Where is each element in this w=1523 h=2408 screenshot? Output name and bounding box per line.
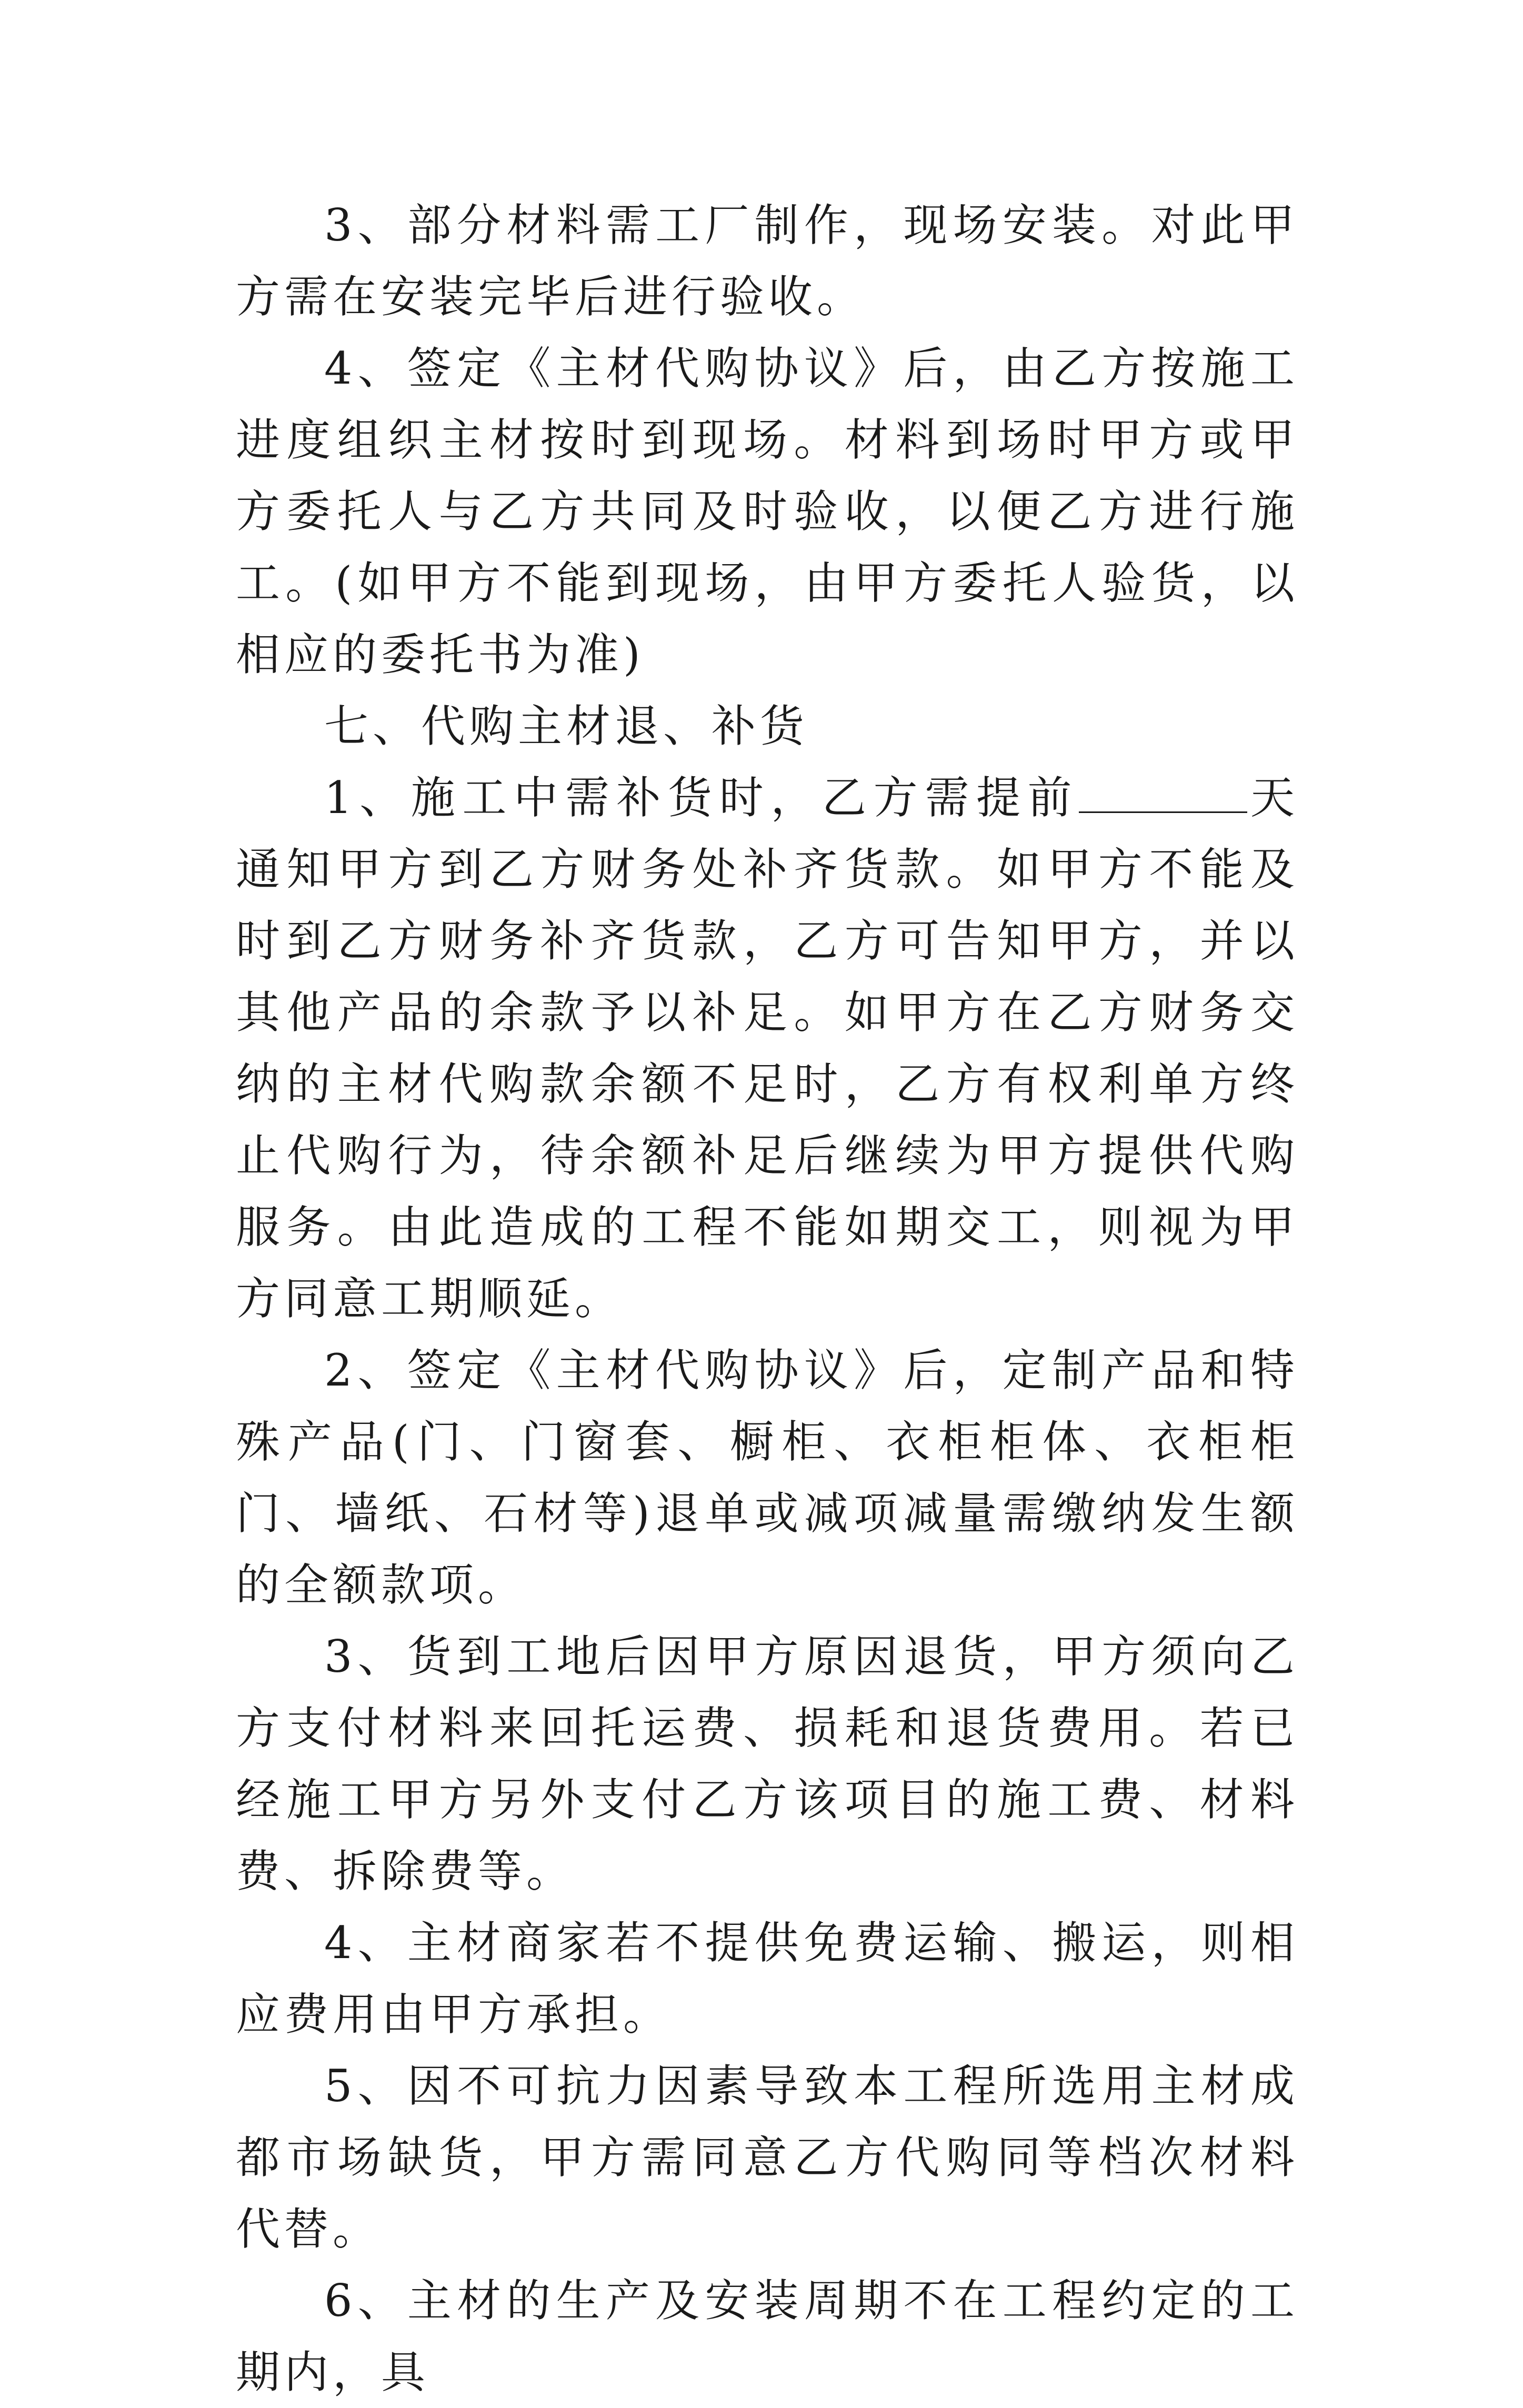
paragraph-return-custom: 2、签定《主材代购协议》后，定制产品和特殊产品(门、门窗套、橱柜、衣柜柜体、衣柜柜门、墙纸、石材等)退单或减项减量需缴纳发生额的全额款项。 bbox=[236, 1345, 1299, 1611]
paragraph-item-4: 4、签定《主材代购协议》后，由乙方按施工进度组织主材按时到现场。材料到场时甲方或甲方委托人与乙方共同及时验收，以便乙方进行施工。(如甲方不能到现场，由甲方委托人验货，以相应的委托书为准) bbox=[236, 343, 1299, 680]
paragraph-restock-end: 天通知甲方到乙方财务处补齐货款。如甲方不能及时到乙方财务补齐货款，乙方可告知甲方，并以其他产品的余款予以补足。如甲方在乙方财务交纳的主材代购款余额不足时，乙方有权利单方终止代购行为，待余额补足后继续为甲方提供代购服务。由此造成的工程不能如期交工，则视为甲方同意工期顺延。 bbox=[236, 772, 1299, 1325]
paragraph-production-cycle: 6、主材的生产及安装周期不在工程约定的工期内，具 bbox=[236, 2275, 1299, 2398]
paragraph-item-3: 3、部分材料需工厂制作，现场安装。对此甲方需在安装完毕后进行验收。 bbox=[236, 199, 1299, 323]
paragraph-force-majeure: 5、因不可抗力因素导致本工程所选用主材成都市场缺货，甲方需同意乙方代购同等档次材料代替。 bbox=[236, 2060, 1299, 2255]
paragraph-restock bbox=[236, 762, 1299, 1335]
paragraph-restock-start: 1、施工中需补货时，乙方需提前 bbox=[324, 772, 1079, 824]
document-body bbox=[236, 189, 1299, 2408]
paragraph-transport: 4、主材商家若不提供免费运输、搬运，则相应费用由甲方承担。 bbox=[236, 1917, 1299, 2040]
section-heading: 七、代购主材退、补货 bbox=[324, 700, 809, 752]
fill-in-blank bbox=[1079, 771, 1247, 813]
paragraph-return-onsite: 3、货到工地后因甲方原因退货，甲方须向乙方支付材料来回托运费、损耗和退货费用。若已经施工甲方另外支付乙方该项目的施工费、材料费、拆除费等。 bbox=[236, 1631, 1299, 1897]
